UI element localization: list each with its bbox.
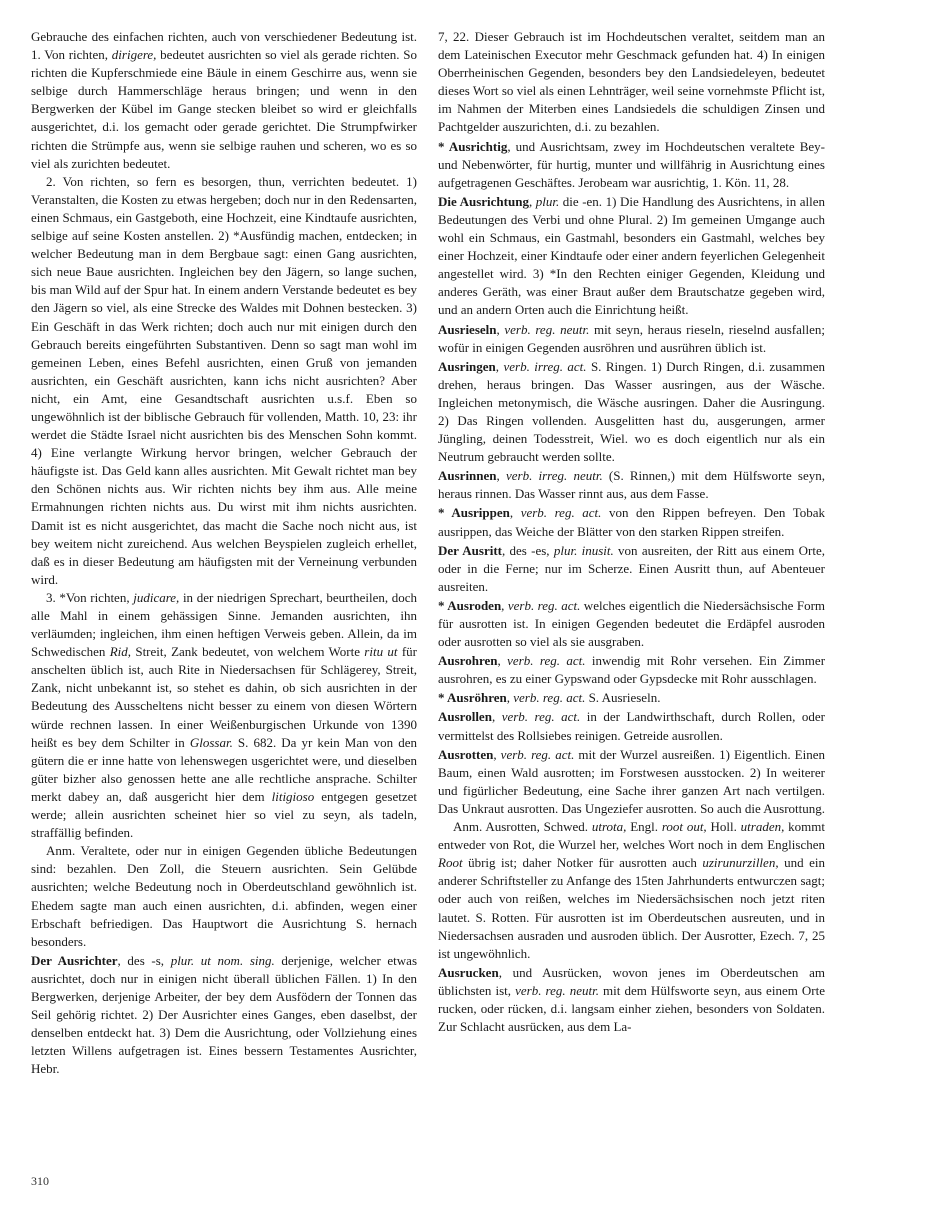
paragraph bbox=[438, 818, 825, 963]
headword: Ausringen bbox=[438, 358, 496, 374]
body-text: S. Ringen. 1) Durch Ringen, d.i. zusammen drehen, heraus bringen. Das Wasser ausringen, aus der Wäsche. Ingleichen metonymisch, die Wäsche ausringen. Daher die Ausringung. 2) Das Ringen vollenden. Ausgelitten hast du, ausgerungen, armer Jüngling, deinen Todesstreit, Wiel. wo es doch eigentlich nur als ein Neutrum gebraucht werden sollte. bbox=[438, 358, 826, 465]
body-text: , des -s, bbox=[117, 952, 171, 968]
italic-text: verb. reg. act. bbox=[520, 505, 602, 521]
italic-text: judicare, bbox=[133, 589, 180, 605]
body-text: Gebrauche des einfachen richten, auch von verschiedener Bedeutung ist. 1. Von richten, bbox=[31, 29, 417, 63]
italic-text: Rid, bbox=[109, 644, 132, 660]
body-text: , bbox=[509, 505, 521, 521]
body-text: , bbox=[495, 358, 504, 374]
headword: Ausrotten bbox=[438, 746, 494, 762]
left-column bbox=[31, 28, 417, 1078]
headword: Die Ausrichtung bbox=[438, 193, 529, 209]
italic-text: utrota, bbox=[591, 819, 627, 835]
dictionary-entry bbox=[438, 689, 825, 707]
body-text: inwendig mit Rohr versehen. Ein Zimmer ausrohren, es zu einer Gypswand oder Gypsdecke mit Rohr ausschlagen. bbox=[438, 653, 826, 687]
headword: * Ausrichtig bbox=[438, 138, 508, 154]
body-text: für anschelten üblich ist, auch Rite in Niedersachsen für Schlägerey, Streit, Zank, nicht unbekannt ist, so stehet es dahin, ob sich ausrichten in der Bedeutung des Ausscheltens nicht besser zu einem von diesen Wörtern würde rechnen lassen. In einer Weißenburgischen Urkunde von 1390 heißt es bey dem Schilter in bbox=[31, 644, 417, 750]
italic-text: verb. irreg. act. bbox=[503, 358, 587, 374]
italic-text: verb. reg. act. bbox=[500, 746, 575, 762]
body-text: , und Ausrücken, wovon jenes im Oberdeutschen am üblichsten ist, bbox=[438, 964, 825, 998]
body-text: die -en. 1) Die Handlung des Ausrichtens, in allen Bedeutungen des Verbi und ohne Plural. 2) Im gemeinen Umgange auch wohl ein Schmaus, ein Gastmahl, besonders ein Gastmahl, welches bey einer Hochzeit, einer Kindtaufe oder einer andern feyerlichen Gelegenheit angestellet wird. 3) *In den Rechten einiger Gegenden, Kleidung und anderes Geräth, was einer Braut außer dem Brautschatze gegeben wird, und an andern Orten auch die Einrichtung heißt. bbox=[438, 193, 826, 318]
paragraph bbox=[31, 842, 417, 951]
body-text: Holl. bbox=[706, 819, 741, 835]
italic-text: verb. reg. neutr. bbox=[504, 321, 590, 337]
dictionary-entry bbox=[31, 952, 417, 1079]
headword: Ausrohren bbox=[438, 653, 498, 669]
headword: * Ausroden bbox=[438, 597, 502, 613]
body-text: in der Landwirthschaft, durch Rollen, oder vermittelst des Rollsiebes reinigen. Getreide ausrollen. bbox=[438, 709, 826, 743]
body-text: , bbox=[528, 193, 536, 209]
headword: Der Ausritt bbox=[438, 542, 502, 558]
headword: Ausrucken bbox=[438, 964, 499, 980]
body-text: von den Rippen befreyen. Den Tobak ausrippen, das Weiche der Blätter von den starken Rippen streifen. bbox=[438, 505, 826, 539]
body-text: S. Ausrieseln. bbox=[585, 690, 661, 706]
dictionary-entry bbox=[438, 652, 825, 688]
body-text: mit dem Hülfsworte seyn, aus einem Orte rucken, oder rücken, d.i. langsam einher ziehen, besonders von Soldaten. Zur Schlacht ausrücken, aus dem La- bbox=[438, 982, 825, 1035]
italic-text: root out, bbox=[661, 819, 707, 835]
body-text: von ausreiten, der Ritt aus einem Orte, oder in die Ferne; nur im Scherze. Einen Ausritt thun, auf Abenteuer ausreiten. bbox=[438, 542, 825, 594]
page-number: 310 bbox=[31, 1174, 49, 1188]
italic-text: Root bbox=[438, 855, 463, 871]
body-text: kommt entweder von Rot, die Wurzel her, welches Wort noch in dem Englischen bbox=[438, 819, 825, 853]
paragraph bbox=[31, 589, 417, 842]
italic-text: verb. reg. act. bbox=[501, 709, 581, 725]
body-text: in der niedrigen Sprechart, beurtheilen, doch alle Mahl in einem gehässigen Sinne. Jemanden ausrichten, ihn verläumden; ingleichen, ihm einen heftigen Verweis geben. Allein, da im Schwedischen bbox=[31, 589, 417, 660]
body-text: , des -es, bbox=[501, 542, 554, 558]
italic-text: dirigere, bbox=[111, 47, 157, 63]
italic-text: verb. reg. act. bbox=[507, 597, 581, 613]
right-column bbox=[438, 28, 825, 1036]
body-text: , bbox=[506, 690, 514, 706]
body-text: Anm. Ausrotten, Schwed. bbox=[453, 819, 592, 835]
body-text: bedeutet ausrichten so viel als gerade richten. So richten die Kupferschmiede eine Bäule in einem Geschirre aus, wenn sie selbige durch Hammerschläge heraus bringen; und wenn in den Bergwerken der Kübel im Gange stecken bleibet so wird er gleichfalls ausgerichtet, d.i. los gemacht oder gerade gerichtet. Die Strumpfwirker richten die Strümpfe aus, wenn sie selbige rauhen und scheren, wo es so viel als zurichten bedeutet. bbox=[31, 47, 417, 171]
italic-text: plur. ut nom. sing. bbox=[170, 952, 275, 968]
dictionary-entry bbox=[438, 542, 825, 596]
body-text: , bbox=[501, 597, 508, 613]
headword: Ausrieseln bbox=[438, 321, 497, 337]
dictionary-entry bbox=[438, 597, 825, 651]
body-text: , bbox=[491, 709, 502, 725]
headword: Ausrinnen bbox=[438, 468, 497, 484]
body-text: welches eigentlich die Niedersächsische Form für ausrotten ist. In einigen Gegenden bedeutet die Erdäpfel ausroden oder ausrotten so viel als sie ausgraben. bbox=[438, 597, 826, 650]
body-text: , bbox=[496, 468, 506, 484]
italic-text: ritu ut bbox=[364, 644, 398, 660]
italic-text: utraden, bbox=[740, 819, 785, 835]
headword: Ausrollen bbox=[438, 709, 492, 725]
body-text: mit seyn, heraus rieseln, rieselnd ausfallen; wofür in einigen Gegenden ausröhren und ausrühren üblich ist. bbox=[438, 321, 825, 355]
headword: Der Ausrichter bbox=[31, 952, 118, 968]
italic-text: litigioso bbox=[271, 788, 315, 804]
italic-text: uzirunurzillen, bbox=[702, 855, 779, 871]
body-text: , bbox=[496, 321, 505, 337]
italic-text: plur. inusit. bbox=[553, 542, 614, 558]
paragraph bbox=[438, 28, 825, 137]
body-text: Engl. bbox=[626, 819, 662, 835]
body-text: (S. Rinnen,) mit dem Hülfsworte seyn, heraus rinnen. Das Wasser rinnt aus, aus dem Fasse. bbox=[438, 468, 826, 502]
body-text: S. 682. Da yr kein Man von den gütern die er inne hatte von lehenswegen usgerichtet were, und dieselben güter bizher also genossen hette ane alle rechtliche ansprache. Schilter merkt dabey an, daß ausgericht hier dem bbox=[31, 734, 417, 804]
dictionary-entry bbox=[438, 708, 825, 744]
dictionary-entry bbox=[438, 321, 825, 357]
body-text: 3. *Von richten, bbox=[46, 589, 134, 605]
dictionary-entry bbox=[438, 358, 825, 467]
body-text: , und Ausrichtsam, zwey im Hochdeutschen veraltete Bey- und Nebenwörter, für hurtig, munter und willfährig in Ausrichtung eines aufgetragenen Geschäftes. Jerobeam war ausrichtig, 1. Kön. 11, 28. bbox=[438, 138, 825, 190]
paragraph bbox=[31, 28, 417, 173]
body-text: und ein anderer Schriftsteller zu Anfange des 15ten Jahrhunderts entwurczen sagt; oder auch von reißen, welches im Niedersächsischen noch jetzt riten lautet. S. Rotten. Für ausrotten ist im Oberdeutschen ausreuten, und in Niedersachsen ausraden und ausroden üblich. Der Ausrotter, Ezech. 7, 25 ist ungewöhnlich. bbox=[438, 855, 825, 961]
body-text: , bbox=[493, 746, 501, 762]
paragraph bbox=[31, 173, 417, 589]
italic-text: verb. reg. act. bbox=[507, 653, 586, 669]
dictionary-entry bbox=[438, 138, 825, 192]
dictionary-entry bbox=[438, 467, 825, 503]
headword: * Ausrippen bbox=[438, 505, 510, 521]
body-text: Anm. Veraltete, oder nur in einigen Gegenden übliche Bedeutungen sind: bezahlen. Den Zoll, die Steuern ausrichten. Sein Gelübde ausrichten; welche Bedeutung noch in Oberdeutschland gewöhnlich ist. Ehedem sagte man auch einen ausrichten, d.i. abfinden, wegen einer Erbschaft befriedigen. Das Hauptwort die Ausrichtung S. hernach besonders. bbox=[31, 843, 417, 949]
italic-text: plur. bbox=[535, 193, 560, 209]
dictionary-entry bbox=[438, 193, 825, 320]
headword: * Ausröhren bbox=[438, 690, 507, 706]
dictionary-entry bbox=[438, 964, 825, 1036]
body-text: derjenige, welcher etwas ausrichtet, doch nur in einigen nicht überall üblichen Fällen. 1) In den Bergwerken, derjenige Arbeiter, der bey dem Ausfödern der Tonnen das Seil gehörig richtet. 2) Der Ausrichter eines Ganges, eben daselbst, der denselben entdeckt hat. 3) Dem die Ausrichtung, oder Vollziehung eines letzten Willens aufgetragen ist. Eines bessern Testamentes Ausrichter, Hebr. bbox=[31, 952, 418, 1077]
body-text: übrig ist; daher Notker für ausrotten auch bbox=[462, 855, 703, 871]
body-text: entgegen gesetzet werde; allein ausrichten scheinet hier so viel zu seyn, als tadeln, straffällig befinden. bbox=[31, 788, 417, 841]
italic-text: verb. irreg. neutr. bbox=[505, 468, 603, 484]
italic-text: verb. reg. neutr. bbox=[515, 982, 599, 998]
dictionary-entry bbox=[438, 504, 825, 540]
body-text: 7, 22. Dieser Gebrauch ist im Hochdeutschen veraltet, seitdem man an dem Lateinischen Executor mehr Geschmack gefunden hat. 4) In einigen Oberrheinischen Gegenden, besonders bey den Landsiedeleyen, bedeutet dieses Wort so viel als einen Lehnträger, weil seine vornehmste Pflicht ist, im Nahmen der Miterben eines Landsiedels die schuldigen Zinsen und Pachtgelder auszurichten, d.i. zu bezahlen. bbox=[438, 29, 825, 135]
italic-text: verb. reg. act. bbox=[513, 690, 586, 706]
dictionary-entry bbox=[438, 746, 825, 818]
body-text: mit der Wurzel ausreißen. 1) Eigentlich. Einen Baum, einen Wald ausrotten; im Forstwesen ausstocken. 2) In weiterer und figürlicher Bedeutung, eine Sache ihrer ganzen Art nach vertilgen. Das Unkraut ausrotten. Das Ungeziefer ausrotten. So auch die Ausrottung. bbox=[438, 746, 826, 816]
italic-text: Glossar. bbox=[189, 734, 233, 750]
body-text: 2. Von richten, so fern es besorgen, thun, verrichten bedeutet. 1) Veranstalten, die Kosten zu etwas hergeben; doch nur in den Redensarten, einen Schmaus, ein Gastgeboth, eine Hochzeit, eine Kindtaufe ausrichten, selbige auf seine Kosten anstellen. 2) *Ausfündig machen, entdecken; in welcher Bedeutung man in dem Bergbaue sagt: einen Gang ausrichten, sich neue Baue ausrichten. Ingleichen bey den Jägern, so lange suchen, bis man Wild auf der Spur hat. In einem andern Verstande bedeutet es bey den Jägern so viel, als eine Strecke des Waldes mit Dohnen bestecken. 3) Ein Geschäft in das Werk richten; doch auch nur mit einigen durch den Gebrauch bereits eingeführten Substantiven. Denn so sagt man wohl im gemeinen Leben, eines Befehl ausrichten, einen Gruß von jemanden ausrichten, ein Geschäft ausrichten, kann ichs nicht ausrichten? Aber nicht, ein Amt, eine Gesandtschaft ausrichten u.s.f. Eben so ungewöhnlich ist der biblische Gebrauch für vollenden, Matth. 10, 23: ihr werdet die Städte Israel nicht ausrichten bis des Menschen Sohn kommt. 4) Eine verlangte Wirkung hervor bringen, welcher Gebrauch der häufigste ist. Das Geld kann alles ausrichten. Mit Gewalt richtet man bey den Schönen nichts aus. Wir richten nichts bey ihm aus. Alle meine Ermahnungen richten nichts aus. Du wirst mit ihm nichts ausrichten. Damit ist es nicht ausgerichtet, das macht die Sache noch nicht aus, ist bey weitem nicht zureichend. Aus welchen Beyspielen zugleich erhellet, daß es in dieser Bedeutung am häufigsten mit der Verneinung verbunden wird. bbox=[31, 173, 417, 587]
body-text: , bbox=[497, 653, 508, 669]
body-text: Streit, Zank bedeutet, von welchem Worte bbox=[131, 644, 365, 660]
